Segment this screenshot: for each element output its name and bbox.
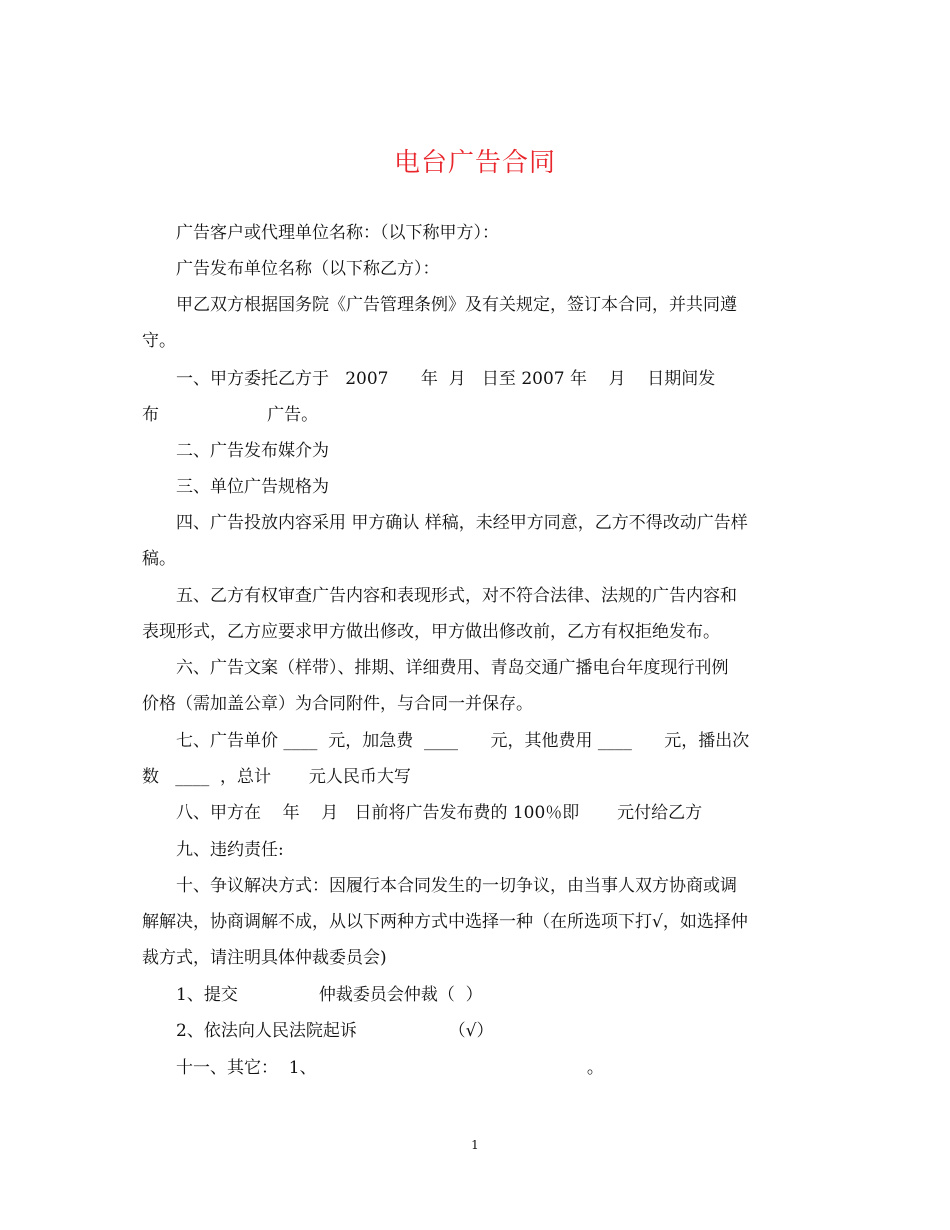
clause-preamble: 甲乙双方根据国务院《广告管理条例》及有关规定，签订本合同，并共同遵 (176, 295, 737, 315)
page-number: 1 (471, 1138, 479, 1152)
clause-9: 九、违约责任: (176, 840, 284, 860)
clause-1: 一、甲方委托乙方于 2007 年 月 日至 2007 年 月 日期间发 (176, 369, 716, 389)
clause-7-cont: 数 ____ ，总计 元人民币大写 (142, 767, 411, 787)
clause-11: 十一、其它： 1、 。 (176, 1058, 604, 1078)
clause-2: 二、广告发布媒介为 (176, 441, 329, 461)
clause-4: 四、广告投放内容采用 甲方确认 样稿，未经甲方同意，乙方不得改动广告样 (176, 513, 748, 533)
clause-10: 十、争议解决方式：因履行本合同发生的一切争议，由当事人双方协商或调 (176, 876, 737, 896)
clause-3: 三、单位广告规格为 (176, 477, 329, 497)
clause-10-cont-2: 裁方式，请注明具体仲裁委员会) (142, 948, 387, 968)
clause-client-name: 广告客户或代理单位名称：（以下称甲方）： (176, 223, 499, 243)
clause-7: 七、广告单价 ____ 元，加急费 ____ 元，其他费用 ____ 元，播出次 (176, 731, 750, 751)
clause-10-option-1: 1、提交 仲裁委员会仲裁（ ） (176, 985, 483, 1005)
clause-10-option-2: 2、依法向人民法院起诉 （√） (176, 1021, 494, 1041)
clause-10-cont: 解解决，协商调解不成，从以下两种方式中选择一种（在所选项下打√，如选择仲 (142, 912, 748, 932)
clause-8: 八、甲方在 年 月 日前将广告发布费的 100％即 元付给乙方 (176, 803, 703, 823)
clause-5-cont: 表现形式，乙方应要求甲方做出修改，甲方做出修改前，乙方有权拒绝发布。 (142, 622, 720, 642)
clause-publisher-name: 广告发布单位名称（以下称乙方）： (176, 259, 440, 279)
clause-1-cont: 布 广告。 (142, 405, 319, 425)
document-title: 电台广告合同 (393, 148, 556, 178)
clause-5: 五、乙方有权审查广告内容和表现形式，对不符合法律、法规的广告内容和 (176, 586, 737, 606)
clause-preamble-cont: 守。 (142, 331, 176, 351)
clause-6: 六、广告文案（样带）、排期、详细费用、青岛交通广播电台年度现行刊例 (176, 658, 729, 678)
clause-4-cont: 稿。 (142, 549, 176, 569)
clause-6-cont: 价格（需加盖公章）为合同附件，与合同一并保存。 (142, 694, 533, 714)
